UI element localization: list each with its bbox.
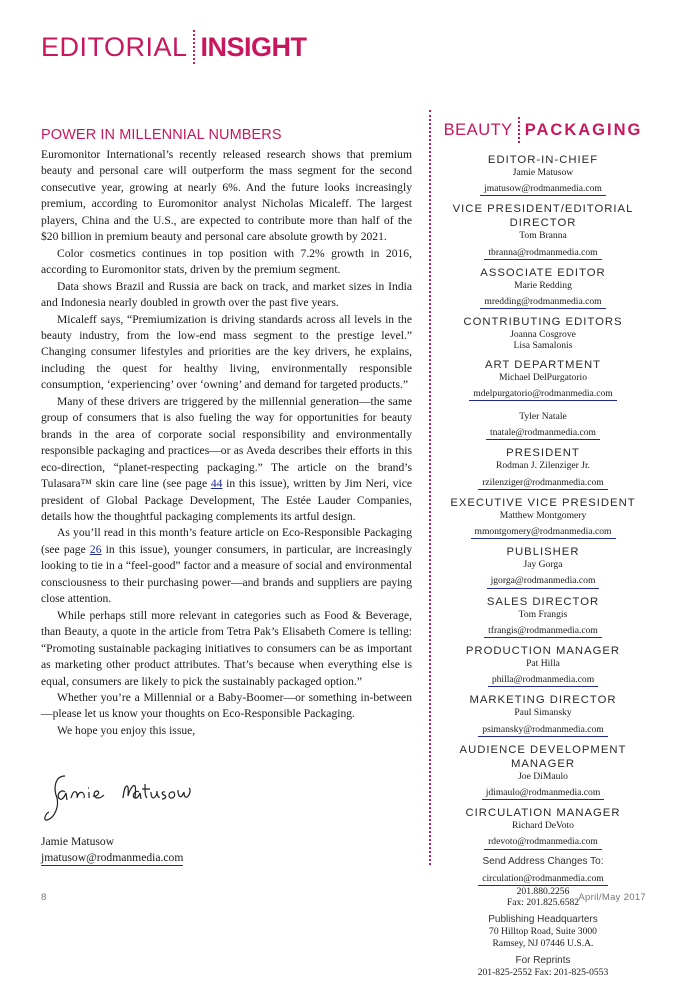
paragraph — [41, 525, 412, 607]
staff-name: Matthew Montgomery — [499, 509, 587, 521]
paragraph-text: Many of these drivers are triggered by the millennial generation—the same group of consumers that is also fueling the way for opportunities for beauty brands in the area of corporate social responsibility and environmentally responsible packaging and practices—or as Aveda describes their efforts in this eco-direction, “planet-respecting packaging.” The article on the brand’s Tulasara™ skin care line (see page — [41, 394, 412, 491]
reprints-label: For Reprints — [515, 954, 571, 966]
paragraph: Color cosmetics continues in top position with 7.2% growth in 2016, according to Euromonitor stats, driven by the premium segment. — [41, 246, 412, 277]
staff-email-link[interactable]: philla@rodmanmedia.com — [488, 674, 598, 687]
staff-email-link[interactable]: tbranna@rodmanmedia.com — [484, 247, 601, 260]
masthead-section — [440, 153, 646, 196]
headquarters-label: Publishing Headquarters — [488, 914, 598, 926]
address-line: 70 Hilltop Road, Suite 3000 — [489, 926, 597, 938]
masthead-section — [440, 266, 646, 309]
masthead — [440, 117, 646, 984]
staff-name: Richard DeVoto — [512, 820, 574, 832]
staff-name: Joe DiMaulo — [518, 770, 568, 782]
masthead-section — [440, 595, 646, 638]
headquarters — [440, 914, 646, 948]
paragraph: Data shows Brazil and Russia are back on track, and market sizes in India and Indonesia nearly doubled in growth over the past five years. — [41, 279, 412, 310]
address-changes-label: Send Address Changes To: — [482, 855, 604, 867]
masthead-section — [440, 693, 646, 736]
staff-email-link[interactable]: tfrangis@rodmanmedia.com — [484, 625, 602, 638]
staff-name: Lisa Samalonis — [513, 340, 573, 352]
role-title: MARKETING DIRECTOR — [469, 694, 617, 707]
role-title: EDITOR-IN-CHIEF — [487, 154, 599, 166]
masthead-section — [440, 202, 646, 259]
header-insight: INSIGHT — [200, 31, 307, 62]
issue-date: April/May 2017 — [578, 892, 646, 903]
role-title: PUBLISHER — [506, 546, 580, 559]
staff-email-link[interactable]: rdevoto@rodmanmedia.com — [484, 836, 602, 849]
masthead-section — [440, 545, 646, 588]
role-title: AUDIENCE DEVELOPMENT MANAGER — [459, 743, 627, 770]
reprints — [440, 955, 646, 978]
signature-name: Jamie Matusow — [41, 835, 115, 848]
staff-name: Michael DelPurgatorio — [498, 371, 587, 383]
staff-name: Jay Gorga — [523, 559, 563, 571]
paragraph-text: in this issue), younger consumers, in particular, are increasingly looking to tie in a “feel-good” factor and a measure of social and environmental consciousness to their purchasing power—and brands and suppliers are paying close attention. — [41, 542, 413, 606]
staff-name: Joanna Cosgrove — [510, 329, 576, 341]
signature-email-link[interactable]: jmatusow@rodmanmedia.com — [41, 851, 184, 864]
masthead-section — [440, 496, 646, 539]
role-title: ART DEPARTMENT — [484, 358, 602, 371]
masthead-section — [440, 315, 646, 351]
header-separator — [193, 30, 195, 64]
paragraph: While perhaps still more relevant in categories such as Food & Beverage, than Beauty, a quote in the article from Tetra Pak’s Elisabeth Comere is telling: “Promoting sustainable packaging initiatives to consumers can be as important as marketing other product attributes. That’s because when everything else is equal, consumers are likely to pick the sustainably packaged option.” — [41, 608, 412, 688]
staff-email-link[interactable]: rzilenziger@rodmanmedia.com — [478, 477, 608, 490]
masthead-section — [440, 411, 646, 440]
role-title: ASSOCIATE EDITOR — [480, 266, 606, 279]
paragraph: Micaleff says, “Premiumization is driving standards across all levels in the beauty industry, from the low-end mass segment to the prestige level.” Changing consumer lifestyles and priorities are the key drivers, he explains, including the quest for healthy living, environmentally responsible consumption, ‘experiencing’ over ‘owning’ and demand for targeted products.” — [41, 312, 412, 392]
page-number: 8 — [41, 892, 47, 903]
staff-email-link[interactable]: jmatusow@rodmanmedia.com — [480, 183, 606, 196]
masthead-section — [440, 743, 646, 800]
masthead-section — [440, 806, 646, 849]
masthead-section — [440, 644, 646, 687]
staff-email-link[interactable]: psimansky@rodmanmedia.com — [478, 724, 608, 737]
role-title: EXECUTIVE VICE PRESIDENT — [450, 496, 636, 509]
paragraph-text: in this issue), written by Jim Neri, vice president of Global Package Development, The Estée Lauder Companies, details how the thoughtful packaging complements its artful design. — [41, 477, 412, 523]
page-26-link[interactable]: 26 — [89, 542, 102, 556]
paragraph-text: As you’ll read in this month’s feature article on Eco-Responsible Packaging (see page — [41, 526, 412, 556]
paragraph: Euromonitor International’s recently released research shows that premium beauty and personal care will outperform the mass segment for the second consecutive year, growing at nearly 6%. And the future looks increasingly premium, according to Euromonitor analyst Nicholas Micaleff. The largest players, China and the U.S., are expected to contribute more than half of the $20 billion in premium beauty and personal care absolute growth by 2021. — [41, 148, 412, 244]
signature-image — [41, 770, 231, 830]
logo-beauty: BEAUTY — [443, 120, 513, 139]
reprints-phone: 201-825-2552 Fax: 201-825-0553 — [477, 966, 609, 978]
phone-number: 201.880.2256 — [516, 885, 570, 897]
role-title: VICE PRESIDENT/EDITORIAL DIRECTOR — [452, 203, 634, 230]
circulation-email-link[interactable]: circulation@rodmanmedia.com — [478, 873, 608, 886]
paragraph — [41, 394, 412, 526]
role-title: SALES DIRECTOR — [486, 595, 600, 608]
masthead-section — [440, 358, 646, 401]
staff-name: Pat Hilla — [526, 658, 560, 670]
logo-separator — [518, 117, 520, 143]
paragraph: Whether you’re a Millennial or a Baby-Boomer—or something in-between—please let us know your thoughts on Eco-Responsible Packaging. — [41, 690, 412, 721]
fax-number: Fax: 201.825.6582 — [506, 897, 580, 909]
staff-email-link[interactable]: mredding@rodmanmedia.com — [480, 296, 605, 309]
article-heading: POWER IN MILLENNIAL NUMBERS — [41, 127, 282, 143]
role-title: PRODUCTION MANAGER — [465, 645, 621, 658]
staff-email-link[interactable]: mmontgomery@rodmanmedia.com — [471, 526, 616, 539]
logo-packaging: PACKAGING — [524, 120, 643, 139]
paragraph: We hope you enjoy this issue, — [57, 723, 196, 737]
staff-name: Tyler Natale — [519, 411, 567, 423]
staff-email-link[interactable]: mdelpurgatorio@rodmanmedia.com — [469, 388, 616, 401]
staff-name: Paul Simansky — [514, 707, 572, 719]
staff-name: Jamie Matusow — [512, 167, 574, 178]
article-body — [41, 147, 412, 739]
role-title: CONTRIBUTING EDITORS — [463, 316, 623, 329]
role-title: PRESIDENT — [506, 447, 580, 460]
page-header — [41, 30, 307, 64]
beauty-packaging-logo — [440, 117, 646, 143]
address-line: Ramsey, NJ 07446 U.S.A. — [492, 937, 594, 949]
role-title: CIRCULATION MANAGER — [465, 807, 621, 820]
column-divider — [429, 110, 431, 865]
staff-name: Rodman J. Zilenziger Jr. — [495, 460, 591, 472]
staff-email-link[interactable]: jdimaulo@rodmanmedia.com — [482, 787, 605, 800]
staff-email-link[interactable]: tnatale@rodmanmedia.com — [486, 427, 600, 440]
page-44-link[interactable]: 44 — [210, 477, 223, 491]
header-editorial: EDITORIAL — [41, 31, 188, 62]
staff-name: Tom Frangis — [518, 608, 568, 620]
staff-email-link[interactable]: jgorga@rodmanmedia.com — [487, 575, 600, 588]
staff-name: Marie Redding — [514, 279, 572, 291]
staff-name: Tom Branna — [519, 230, 567, 242]
masthead-section — [440, 446, 646, 489]
